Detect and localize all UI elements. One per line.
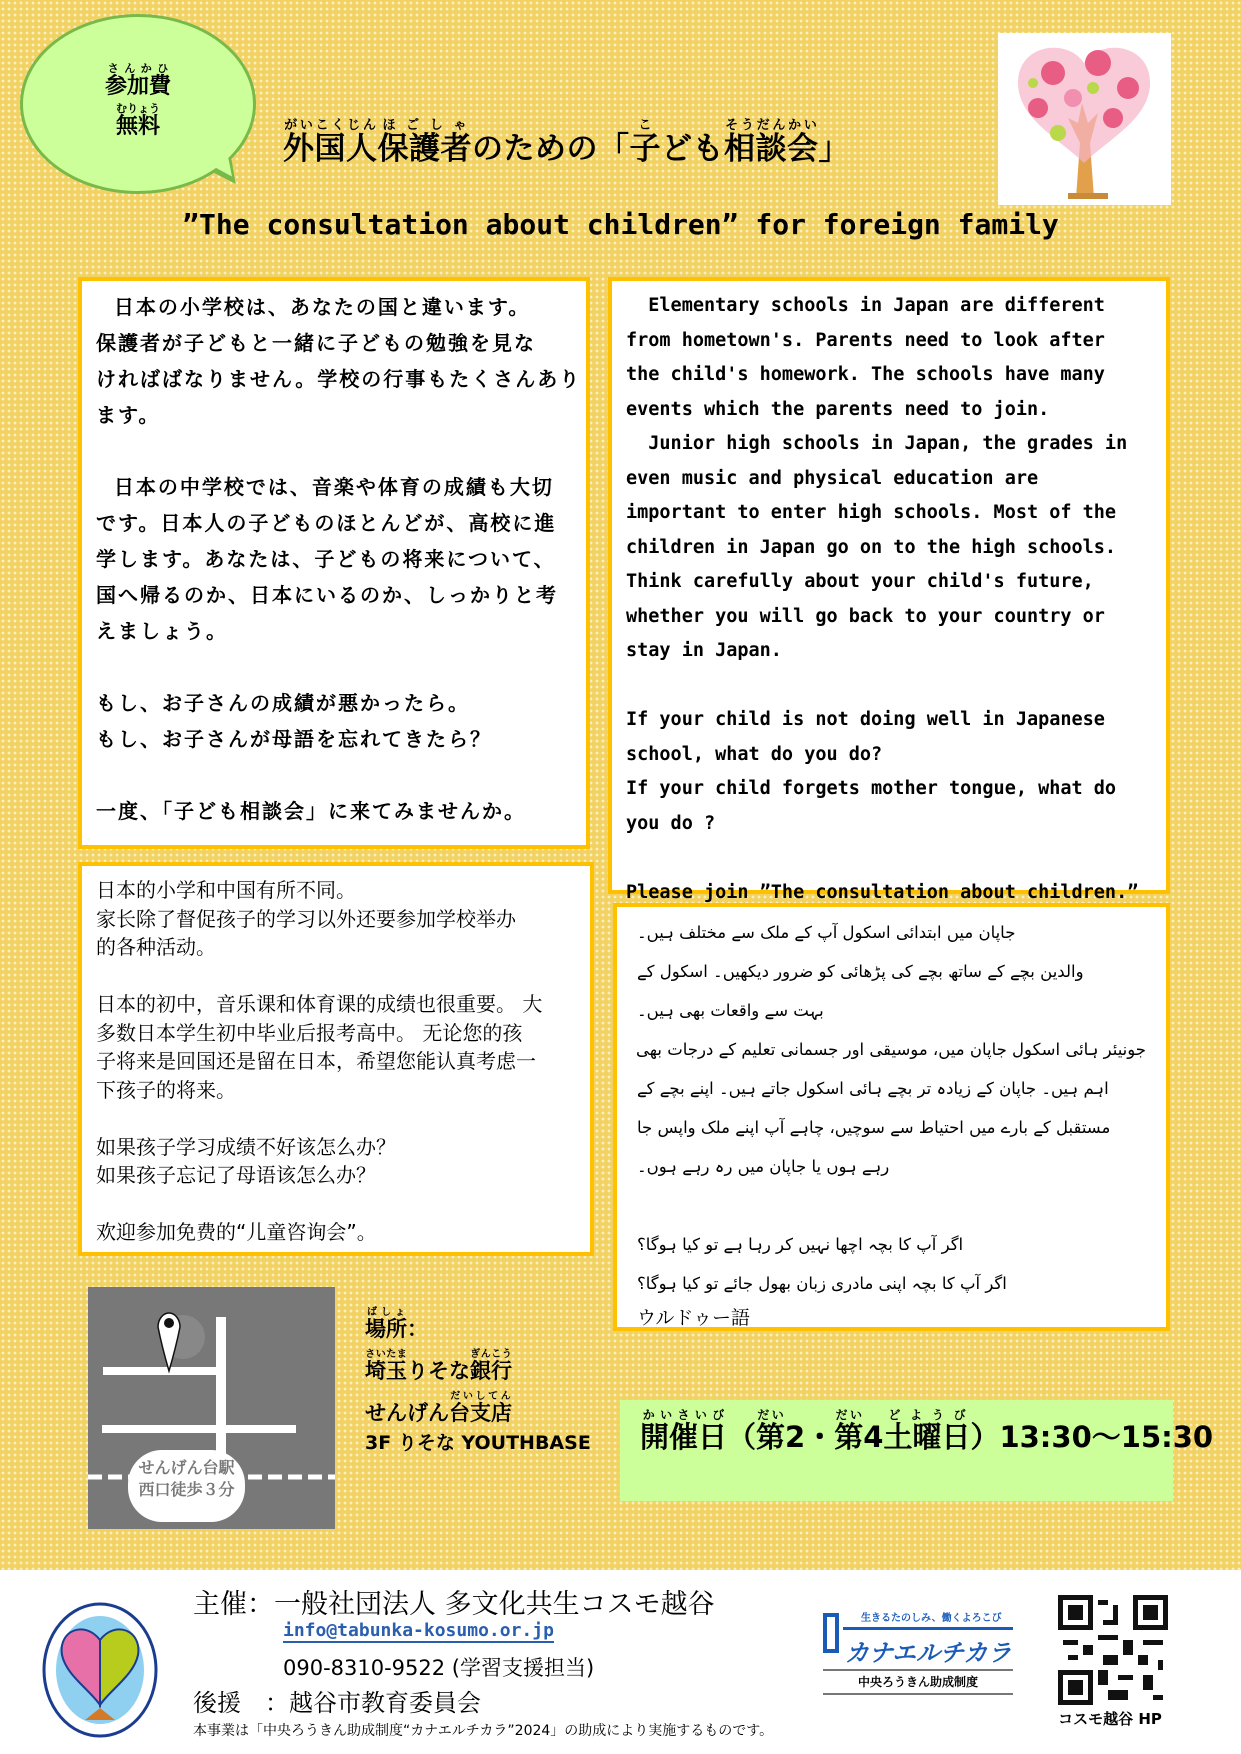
- text-line: 日本的小学和中国有所不同。: [96, 878, 356, 902]
- text-line: 子将来是回国还是留在日本，希望您能认真考虑一: [96, 1049, 536, 1073]
- text-line: جونیئر ہائی اسکول جاپان میں، موسیقی اور جسمانی تعلیم کے درجات بھی: [636, 1040, 1146, 1059]
- text-line: اگر آپ کا بچہ اپنی مادری زبان بھول جائے تو کیا ہوگا؟: [637, 1274, 1007, 1293]
- text-line: えましょう。: [96, 619, 228, 643]
- text-line: [626, 841, 1152, 876]
- supporter: 後援 ：越谷市教育委員会: [193, 1689, 481, 1717]
- chinese-text-box: [78, 862, 594, 1256]
- fee-text: 参加費さんかひ 無料むりょう: [104, 62, 171, 140]
- text-line: 下孩子的将来。: [96, 1077, 236, 1102]
- text-line: بہت سے واقعات بھی ہیں۔: [637, 1001, 824, 1020]
- text-line: If your child forgets mother tongue, what do: [626, 778, 1117, 799]
- text-line: 的各种活动。: [96, 935, 216, 959]
- text-line: important to enter high schools. Most of the: [626, 502, 1117, 523]
- text-line: 日本の小学校は、あなたの国と違います。: [96, 295, 531, 319]
- text-line: です。日本人の子どものほとんどが、高校に進: [96, 511, 557, 535]
- text-line: مستقبل کے بارے میں احتیاط سے سوچیں، چاہے آپ اپنے ملک واپس جا: [637, 1118, 1111, 1137]
- location-map: [88, 1287, 335, 1529]
- heart-tree-image: [998, 33, 1171, 205]
- text-line: もし、お子さんが母語を忘れてきたら？: [96, 727, 492, 751]
- text-line: [626, 669, 1152, 704]
- text-line: the child's homework. The schools have many: [626, 364, 1105, 385]
- text-line: 如果孩子学习成绩不好该怎么办？: [96, 1134, 396, 1159]
- text-line: Think carefully about your child's future,: [626, 571, 1094, 592]
- text-line: Junior high schools in Japan, the grades in: [626, 433, 1128, 454]
- text-line: [96, 1104, 576, 1133]
- urdu-text-box: [613, 903, 1170, 1331]
- text-line: جاپان میں ابتدائی اسکول آپ کے ملک سے مختلف ہیں۔: [637, 923, 1016, 942]
- text-line: children in Japan go on to the high schools.: [626, 536, 1117, 558]
- text-line: [96, 962, 576, 991]
- organization-logo: [40, 1600, 160, 1744]
- urdu-lines: [637, 913, 1146, 1303]
- text-line: school, what do you do?: [626, 743, 883, 765]
- text-line: stay in Japan.: [626, 640, 782, 661]
- text-line: 日本的初中，音乐课和体育课的成绩也很重要。 大: [96, 992, 543, 1016]
- english-text-box: [608, 277, 1170, 903]
- text-line: Elementary schools in Japan are different: [626, 295, 1105, 316]
- text-line: ます。: [96, 403, 161, 427]
- organizer: 主催：一般社団法人 多文化共生コスモ越谷: [193, 1589, 715, 1620]
- text-line: If your child is not doing well in Japanese: [626, 709, 1105, 730]
- english-subtitle: ”The consultation about children” for foreign family: [182, 208, 1059, 241]
- venue-info: 場所ばしょ： 埼玉さいたまりそな銀行ぎんこう せんげん台支店だいしてん 3F りそな YOUTHBASE: [365, 1307, 591, 1455]
- fund-tagline: 生きるたのしみ、働くよろこび: [861, 1613, 1002, 1624]
- map-walk: 西口徒歩３分: [138, 1480, 235, 1499]
- text-line: [96, 757, 572, 793]
- text-line: もし、お子さんの成績が悪かったら。: [96, 691, 470, 715]
- text-line: 日本の中学校では、音楽や体育の成績も大切: [96, 475, 554, 499]
- fund-org: 中央ろうきん助成制度: [857, 1675, 978, 1689]
- text-line: والدین بچے کے ساتھ بچے کی پڑھائی کو ضرور دیکھیں۔ اسکول کے: [637, 962, 1084, 981]
- venue-floor: 3F りそな YOUTHBASE: [365, 1432, 591, 1455]
- text-line: 学します。あなたは、子どもの将来について、: [96, 547, 556, 571]
- event-date: 開催日かいさいび（第だい2・第だい4土曜日どようび）13:30～15:30: [640, 1408, 1214, 1454]
- text-line: 家长除了督促孩子的学习以外还要参加学校举办: [96, 906, 516, 931]
- fee-label: 参加費: [104, 74, 171, 99]
- page-title: 外国人がいこくじん保護者ほごしゃのための「子こども相談会そうだんかい」: [283, 118, 850, 167]
- urdu-language-label: ウルドゥー語: [637, 1307, 750, 1329]
- qr-label: コスモ越谷 HP: [1058, 1710, 1162, 1728]
- text-line: [637, 1186, 1146, 1225]
- text-line: رہے ہوں یا جاپان میں رہ رہے ہوں۔: [637, 1157, 890, 1176]
- fund-logo: [823, 1605, 1013, 1690]
- text-line: اگر آپ کا بچہ اچھا نہیں کر رہا ہے تو کیا ہوگا؟: [637, 1235, 964, 1254]
- japanese-text-box: [78, 277, 590, 849]
- text-line: 欢迎参加免费的“儿童咨询会”。: [96, 1220, 377, 1244]
- text-line: Please join ”The consultation about children.”: [626, 881, 1139, 903]
- text-line: 一度、「子ども相談会」に来てみませんか。: [96, 799, 526, 823]
- text-line: [96, 649, 572, 685]
- qr-code[interactable]: [1058, 1595, 1168, 1705]
- text-line: you do ?: [626, 812, 716, 834]
- phone-number: 090-8310-9522 (学習支援担当): [283, 1656, 595, 1680]
- map-station: せんげん台駅: [138, 1458, 235, 1477]
- text-line: ければばなりません。学校の行事もたくさんあり: [96, 367, 582, 391]
- text-line: 保護者が子どもと一緒に子どもの勉強を見な: [96, 331, 536, 355]
- text-line: [96, 433, 572, 469]
- text-line: from hometown's. Parents need to look after: [626, 329, 1105, 351]
- text-line: even music and physical education are: [626, 467, 1039, 489]
- funding-note: 本事業は「中央ろうきん助成制度“カナエルチカラ”2024」の助成により実施するものです。: [193, 1723, 774, 1739]
- text-line: [96, 1190, 576, 1219]
- text-line: 如果孩子忘记了母语该怎么办？: [96, 1163, 376, 1187]
- text-line: 多数日本学生初中毕业后报考高中。 无论您的孩: [96, 1020, 523, 1045]
- text-line: اہم ہیں۔ جاپان کے زیادہ تر بچے ہائی اسکول جاتے ہیں۔ اپنے بچے کے: [637, 1079, 1109, 1098]
- text-line: whether you will go back to your country or: [626, 605, 1105, 627]
- email-link[interactable]: info@tabunka-kosumo.or.jp: [283, 1620, 554, 1641]
- fee-value: 無料: [115, 114, 160, 140]
- fund-name: カナエルチカラ: [845, 1639, 1012, 1667]
- text-line: events which the parents need to join.: [626, 398, 1050, 420]
- text-line: 国へ帰るのか、日本にいるのか、しっかりと考: [96, 583, 558, 607]
